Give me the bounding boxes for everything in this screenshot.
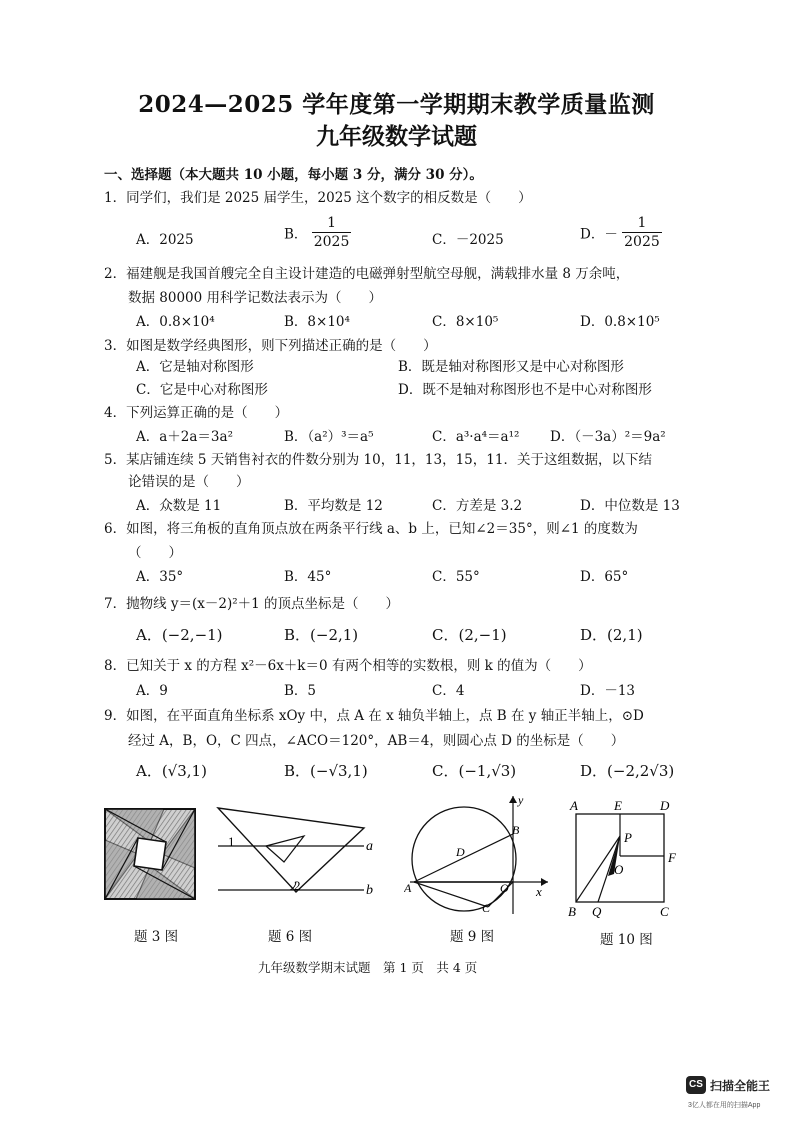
fig10-point-d: D bbox=[660, 798, 670, 813]
question-5-line-1: 5．某店铺连续 5 天销售衬衣的件数分别为 10，11，13，15，11．关于这组数据，以下结 bbox=[104, 452, 652, 468]
q2-option-d: D．0.8×10⁵ bbox=[580, 314, 660, 330]
fig10-point-o: O bbox=[614, 862, 624, 877]
exam-subtitle: 九年级数学试题 bbox=[316, 123, 477, 150]
question-7-text: 7．抛物线 y＝(x－2)²＋1 的顶点坐标是（ ） bbox=[104, 596, 400, 612]
question-2-line-2: 数据 80000 用科学记数法表示为（ ） bbox=[128, 290, 383, 306]
question-9-line-2: 经过 A，B，O，C 四点，∠ACO＝120°，AB＝4，则圆心点 D 的坐标是（ ） bbox=[128, 733, 625, 749]
q5-option-a: A．众数是 11 bbox=[136, 498, 222, 514]
q1-b-numerator: 1 bbox=[312, 214, 352, 233]
fig9-x-label: x bbox=[536, 884, 542, 899]
q1-b-denominator: 2025 bbox=[313, 234, 350, 250]
q1-option-b-fraction bbox=[312, 214, 352, 251]
fig10-point-b: B bbox=[568, 904, 576, 919]
q1-option-b bbox=[284, 214, 351, 251]
page-footer: 九年级数学期末试题 第 1 页 共 4 页 bbox=[258, 960, 478, 975]
fig9-point-o: O bbox=[500, 881, 509, 895]
q5-option-b: B．平均数是 12 bbox=[284, 498, 383, 514]
figure-3-pinwheel bbox=[104, 808, 196, 900]
q1-option-d-fraction bbox=[622, 214, 662, 251]
camscanner-name: 扫描全能王 bbox=[710, 1079, 771, 1093]
fig10-point-e: E bbox=[614, 798, 622, 813]
q1-option-a: A．2025 bbox=[136, 232, 194, 248]
q8-option-b: B．5 bbox=[284, 683, 317, 699]
q8-option-d: D．－13 bbox=[580, 683, 636, 699]
q2-option-c: C．8×10⁵ bbox=[432, 314, 499, 330]
q9-option-c: C．(−1,√3) bbox=[432, 762, 517, 780]
question-4-text: 4．下列运算正确的是（ ） bbox=[104, 405, 289, 421]
question-8-text: 8．已知关于 x 的方程 x²－6x＋k＝0 有两个相等的实数根，则 k 的值为（ ） bbox=[104, 658, 592, 674]
question-9-line-1: 9．如图，在平面直角坐标系 xOy 中，点 A 在 x 轴负半轴上，点 B 在 y 轴正半轴上，⊙D bbox=[104, 708, 644, 724]
q7-option-d: D．(2,1) bbox=[580, 626, 643, 644]
q2-option-b: B．8×10⁴ bbox=[284, 314, 350, 330]
q3-option-a: A．它是轴对称图形 bbox=[136, 359, 254, 375]
q6-option-c: C．55° bbox=[432, 569, 480, 585]
question-6-line-1: 6．如图，将三角板的直角顶点放在两条平行线 a、b 上，已知∠2＝35°，则∠1 的度数为 bbox=[104, 521, 638, 537]
fig10-point-q: Q bbox=[592, 904, 602, 919]
fig6-angle-2-label: 2 bbox=[294, 878, 301, 893]
q8-option-a: A．9 bbox=[136, 683, 168, 699]
q8-option-c: C．4 bbox=[432, 683, 465, 699]
fig10-point-p: P bbox=[624, 830, 632, 845]
question-3-text: 3．如图是数学经典图形，则下列描述正确的是（ ） bbox=[104, 338, 437, 354]
q1-option-c: C．－2025 bbox=[432, 232, 504, 248]
q5-option-c: C．方差是 3.2 bbox=[432, 498, 523, 514]
camscanner-logo-icon: CS bbox=[686, 1076, 706, 1094]
exam-title: 2024—2025 学年度第一学期期末教学质量监测 bbox=[138, 91, 655, 118]
q3-option-c: C．它是中心对称图形 bbox=[136, 382, 268, 398]
q7-option-a: A．(−2,−1) bbox=[136, 626, 223, 644]
q3-option-d: D．既不是轴对称图形也不是中心对称图形 bbox=[398, 382, 652, 398]
camscanner-tagline: 3亿人都在用的扫描App bbox=[688, 1102, 761, 1109]
q2-option-a: A．0.8×10⁴ bbox=[136, 314, 215, 330]
fig9-point-d: D bbox=[456, 845, 465, 859]
q5-option-d: D．中位数是 13 bbox=[580, 498, 680, 514]
q1-option-d-label: D．－ bbox=[580, 226, 618, 243]
fig9-point-c: C bbox=[482, 901, 491, 915]
fig9-point-a: A bbox=[404, 881, 412, 895]
figure-9-circle bbox=[404, 790, 554, 916]
figure-9-caption: 题 9 图 bbox=[450, 929, 495, 945]
q4-option-b: B．（a²）³＝a⁵ bbox=[284, 429, 374, 445]
fig10-point-f: F bbox=[668, 850, 676, 865]
fig6-line-b-label: b bbox=[366, 883, 373, 898]
fig10-point-c: C bbox=[660, 904, 669, 919]
q3-option-b: B．既是轴对称图形又是中心对称图形 bbox=[398, 359, 624, 375]
q9-option-b: B．(−√3,1) bbox=[284, 762, 368, 780]
q6-option-a: A．35° bbox=[136, 569, 184, 585]
figure-10-square bbox=[564, 794, 684, 920]
fig10-point-a: A bbox=[570, 798, 578, 813]
q7-option-c: C．(2,−1) bbox=[432, 626, 507, 644]
q6-option-d: D．65° bbox=[580, 569, 629, 585]
question-6-line-2: （ ） bbox=[128, 545, 182, 561]
q7-option-b: B．(−2,1) bbox=[284, 626, 359, 644]
q9-option-d: D．(−2,2√3) bbox=[580, 762, 675, 780]
q4-option-c: C．a³·a⁴＝a¹² bbox=[432, 429, 520, 445]
q6-option-b: B．45° bbox=[284, 569, 332, 585]
fig9-point-b: B bbox=[512, 823, 520, 837]
figure-10-caption: 题 10 图 bbox=[600, 932, 653, 948]
q4-option-a: A．a＋2a＝3a² bbox=[136, 429, 233, 445]
question-2-line-1: 2．福建舰是我国首艘完全自主设计建造的电磁弹射型航空母舰，满载排水量 8 万余吨， bbox=[104, 266, 630, 282]
q1-d-denominator: 2025 bbox=[624, 234, 660, 250]
question-5-line-2: 论错误的是（ ） bbox=[128, 474, 250, 490]
fig6-angle-1-label: 1 bbox=[228, 834, 235, 849]
q9-option-a: A．(√3,1) bbox=[136, 762, 207, 780]
section-heading: 一、选择题（本大题共 10 小题，每小题 3 分，满分 30 分）。 bbox=[104, 167, 483, 183]
question-1-text: 1．同学们，我们是 2025 届学生，2025 这个数字的相反数是（ ） bbox=[104, 190, 532, 206]
q1-d-numerator: 1 bbox=[622, 214, 662, 233]
figure-6-caption: 题 6 图 bbox=[268, 929, 313, 945]
figure-6-triangle bbox=[214, 804, 374, 904]
fig6-line-a-label: a bbox=[366, 839, 373, 854]
q1-option-d bbox=[580, 214, 662, 251]
figure-3-caption: 题 3 图 bbox=[134, 929, 179, 945]
q1-option-b-label: B． bbox=[284, 226, 308, 243]
fig9-y-label: y bbox=[518, 793, 524, 807]
q4-option-d: D．（－3a）²＝9a² bbox=[550, 429, 666, 445]
